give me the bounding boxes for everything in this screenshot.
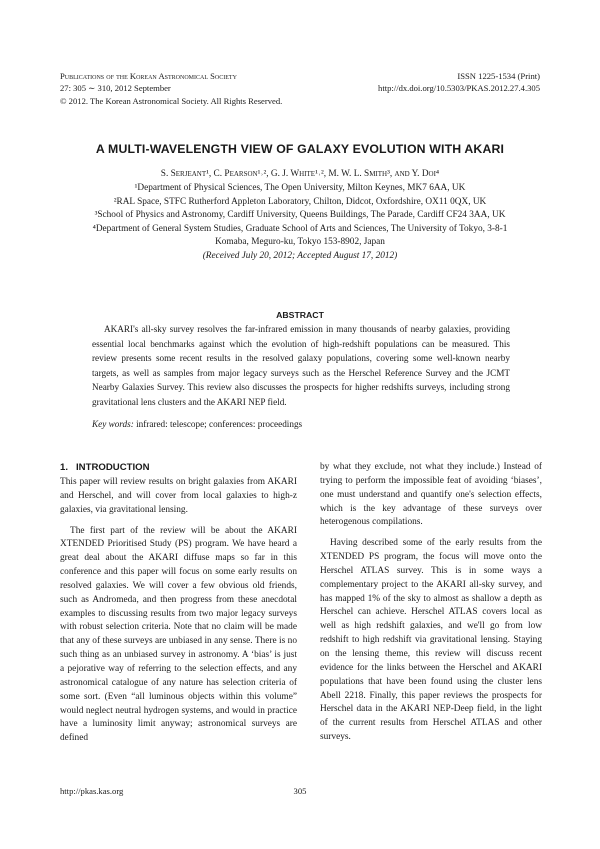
page-number: 305 <box>293 786 307 796</box>
affiliation-2: ²RAL Space, STFC Rutherford Appleton Laboratory, Chilton, Didcot, Oxfordshire, OX11 0QX, UK <box>113 196 487 207</box>
affiliation-4: ⁴Department of General System Studies, Graduate School of Arts and Sciences, The University of Tokyo, 3-8-1 <box>92 223 508 234</box>
affiliation-list <box>60 182 540 264</box>
received-dates: (Received July 20, 2012; Accepted August 17, 2012) <box>202 250 398 261</box>
doi-link[interactable]: http://dx.doi.org/10.5303/PKAS.2012.27.4.305 <box>378 83 540 94</box>
abstract-text: AKARI's all-sky survey resolves the far-infrared emission in many thousands of nearby galaxies, providing essential local benchmarks against which the evolution of high-redshift populations can be measured. This review presents some recent results in the resolved galaxy populations, covering some well-known nearby targets, as well as samples from major legacy surveys such as the Herschel Reference Survey and the JCMT Nearby Galaxies Survey. This review also discusses the prospects for higher redshifts surveys, including strong gravitational lens clusters and the AKARI NEP field. <box>92 324 510 407</box>
copyright-line: © 2012. The Korean Astronomical Society. All Rights Reserved. <box>60 95 283 106</box>
paragraph: This paper will review results on bright galaxies from AKARI and Herschel, and will cover from local galaxies to high-z galaxies, via gravitational lensing. <box>60 477 297 515</box>
affiliation-3: ³School of Physics and Astronomy, Cardiff University, Queens Buildings, The Parade, Cardiff CF24 3AA, UK <box>94 210 506 221</box>
keywords-text: infrared: telescope; conferences: proceedings <box>136 419 303 429</box>
affiliation-1: ¹Department of Physical Sciences, The Open University, Milton Keynes, MK7 6AA, UK <box>134 183 466 193</box>
paragraph: by what they exclude, not what they include.) Instead of trying to perform the impossible feat of avoiding ‘biases’, one must understand and quantify one's selection effects, which is the key advantage of these surveys over heterogenous compilations. <box>320 462 542 528</box>
right-column <box>320 461 542 752</box>
section-heading <box>60 462 150 473</box>
journal-name: Publications of the Korean Astronomical Society <box>60 71 237 81</box>
running-header-right <box>378 70 540 95</box>
running-header-left <box>60 70 282 107</box>
paragraph: Having described some of the early results from the XTENDED PS program, the focus will move onto the Herschel ATLAS survey. This is in some ways a complementary project to the AKARI all-sky survey, and has mapped 1% of the sky to almost as shallow a depth as Herschel can achieve. Herschel ATLAS covers local as well as high redshift galaxies, and we'll go from low redshift to high redshift via gravitational lensing. Staying on the lensing theme, this review will discuss recent evidence for the links between the Herschel and AKARI populations that have been found using the cluster lens Abell 2218. Finally, this paper reviews the prospects for Herschel data in the AKARI NEP-Deep field, in the light of the current results from Herschel ATLAS and other surveys. <box>320 538 542 743</box>
paragraph: The first part of the review will be about the AKARI XTENDED Prioritised Study (PS) program. We have heard a great deal about the AKARI diffuse maps so far in this conference and this paper will focus on some early results on resolved galaxies. We will cover a few obvious old friends, such as Andromeda, and then progress from these anecdotal examples to discussing results from two major legacy surveys with robust selection criteria. Note that no claim will be made that any of these surveys are unbiased in any sense. There is no such thing as an unbiased survey in astronomy. A ‘bias’ is just a pejorative way of referring to the selection effects, and any astronomical catalogue of any nature has selection criteria of some sort. (Even “all luminous objects within this volume” would neglect neutral hydrogen systems, and would in practice have a luminosity limit anyway; astronomical surveys are defined <box>60 525 297 744</box>
section-title: INTRODUCTION <box>76 462 150 473</box>
section-number: 1. <box>60 462 69 473</box>
left-column <box>60 476 297 753</box>
volume-line: 27: 305 ∼ 310, 2012 September <box>60 83 171 94</box>
abstract-heading: ABSTRACT <box>276 310 324 320</box>
footer-url[interactable]: http://pkas.kas.org <box>60 786 124 796</box>
issn: ISSN 1225-1534 (Print) <box>457 71 540 81</box>
keywords-label: Key words: <box>92 419 134 429</box>
keywords-line <box>92 418 510 431</box>
paper-title: A MULTI-WAVELENGTH VIEW OF GALAXY EVOLUTION WITH AKARI <box>95 142 505 156</box>
author-list: S. Serjeant¹, C. Pearson¹˒², G. J. White¹˒², M. W. L. Smith³, and Y. Doi⁴ <box>160 169 440 179</box>
affiliation-4-cont: Komaba, Meguro-ku, Tokyo 153-8902, Japan <box>215 237 385 248</box>
